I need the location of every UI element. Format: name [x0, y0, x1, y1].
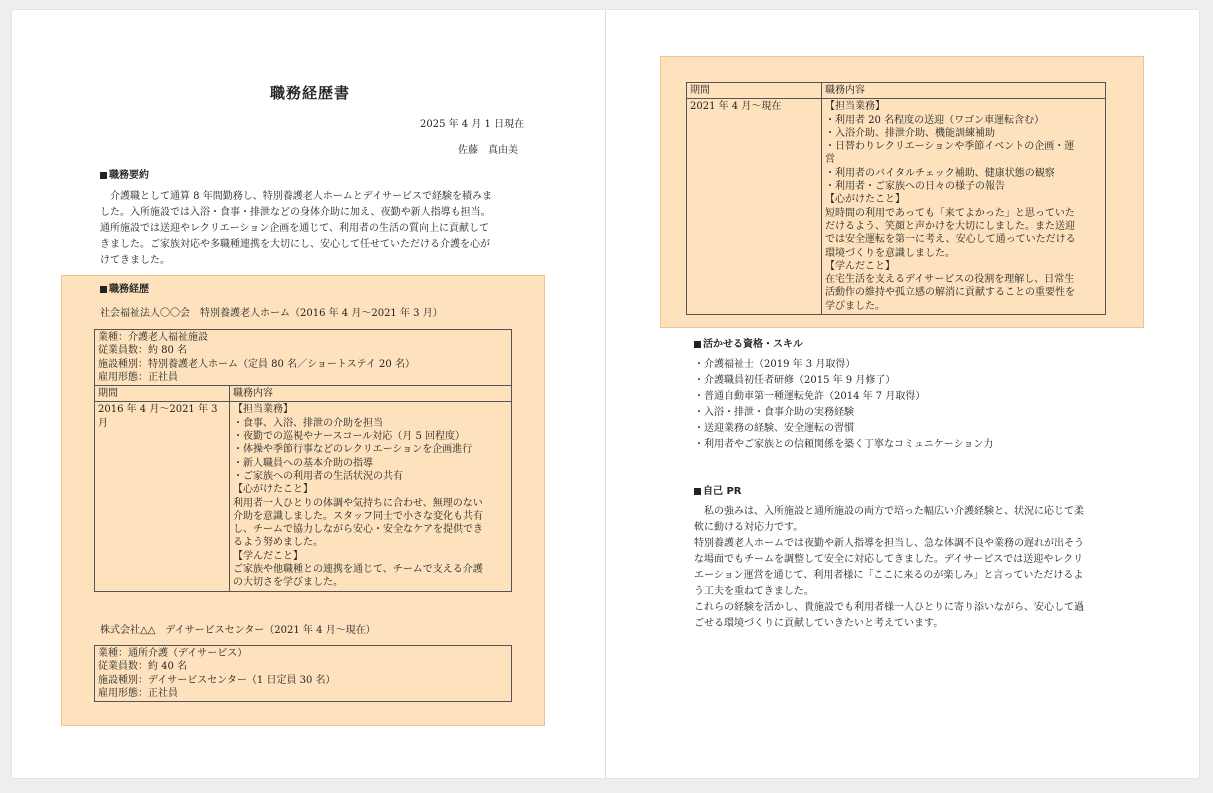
skills-list	[694, 357, 1134, 453]
duty-line: ・入浴介助、排泄介助、機能訓練補助	[825, 127, 995, 139]
document-date: 2025 年 4 月 1 日現在	[420, 119, 525, 130]
summary-line: 介護職として通算 8 年間勤務し、特別養護老人ホームとデイサービスで経験を積みま	[100, 191, 493, 202]
table-row	[687, 99, 1106, 315]
duty-line: 【担当業務】	[233, 404, 293, 416]
job2-company: 株式会社△△ デイサービスセンター（2021 年 4 月～現在）	[100, 625, 376, 636]
list-item: ・利用者やご家族との信頼関係を築く丁寧なコミュニケーション力	[694, 439, 994, 450]
job2-period: 2021 年 4 月～現在	[687, 99, 822, 315]
history-heading	[100, 280, 149, 295]
info-line: 従業員数：約 80 名	[98, 345, 188, 357]
job2-duties-table	[686, 82, 1106, 315]
skills-heading	[694, 335, 803, 350]
table-header-row	[687, 83, 1106, 99]
duty-line: 学びました。	[825, 300, 885, 312]
duty-line: 【担当業務】	[825, 101, 885, 113]
table-row	[95, 402, 512, 591]
job1-period: 2016 年 4 月～2021 年 3 月	[95, 402, 230, 591]
table-header-row	[95, 386, 512, 402]
summary-line: した。入所施設では入浴・食事・排泄などの身体介助に加え、夜勤や新人指導も担当。	[100, 207, 491, 218]
duty-line: 【心がけたこと】	[825, 194, 905, 206]
info-line: 業種：通所介護（デイサービス）	[98, 648, 248, 659]
duty-line: 利用者一人ひとりの体調や気持ちに合わせ、無理のない	[233, 497, 483, 509]
duty-line: ・利用者 20 名程度の送迎（ワゴン車運転含む）	[825, 114, 1045, 126]
duty-line: 【学んだこと】	[825, 260, 895, 272]
duty-line: 介助を意識しました。スタッフ同士で小さな変化も共有	[233, 510, 483, 522]
duty-line: るよう努めました。	[233, 537, 323, 549]
page-2	[606, 10, 1199, 778]
duty-line: ・食事、入浴、排泄の介助を担当	[233, 417, 383, 429]
duty-line: の大切さを学びました。	[233, 577, 343, 589]
pr-line: ごせる環境づくりに貢献していきたいと考えています。	[694, 618, 944, 629]
summary-line: けてきました。	[100, 255, 170, 266]
col-duties-header: 職務内容	[230, 386, 512, 402]
pr-line: 私の強みは、入所施設と通所施設の両方で培った幅広い介護経験と、状況に応じて柔	[694, 506, 1084, 517]
info-line: 施設種別：デイサービスセンター（1 日定員 30 名）	[98, 674, 336, 686]
pr-line: 特別養護老人ホームでは夜勤や新人指導を担当し、急な体調不良や業務の遅れが出そう	[694, 538, 1084, 549]
list-item: ・普通自動車第一種運転免許（2014 年 7 月取得）	[694, 391, 926, 402]
summary-heading	[100, 166, 149, 181]
duty-line: ご家族や他職種との連携を通じて、チームで支える介護	[233, 564, 483, 576]
job1-duties	[230, 402, 512, 591]
list-item: ・送迎業務の経験、安全運転の習慣	[694, 423, 854, 434]
summary-text	[100, 189, 540, 269]
job2-info-table	[94, 645, 512, 702]
document-title: 職務経歴書	[270, 84, 351, 102]
pr-line: エーション運営を通じて、利用者様に「ここに来るのが楽しみ」と言っていただけるよ	[694, 570, 1084, 581]
duty-line: 環境づくりを意識しました。	[825, 247, 955, 259]
duty-line: ・体操や季節行事などのレクリエーションを企画進行	[233, 444, 473, 456]
info-line: 雇用形態：正社員	[98, 371, 178, 383]
list-item: ・介護福祉士（2019 年 3 月取得）	[694, 359, 856, 370]
info-line: 従業員数：約 40 名	[98, 661, 188, 673]
duty-line: ・ご家族への利用者の生活状況の共有	[233, 470, 403, 482]
pr-heading-text: 自己 PR	[703, 486, 742, 497]
duty-line: し、チームで協力しながら安心・安全なケアを提供でき	[233, 524, 483, 536]
duty-line: ・日替わりレクリエーションや季節イベントの企画・運	[825, 141, 1075, 153]
table-row	[95, 646, 512, 702]
col-period-header: 期間	[95, 386, 230, 402]
col-period-header: 期間	[687, 83, 822, 99]
summary-line: 通所施設では送迎やレクリエーション企画を通じて、利用者の生活の質向上に貢献して	[100, 223, 489, 234]
table-row	[95, 330, 512, 386]
pr-line: 軟に動ける対応力です。	[694, 522, 804, 533]
duty-line: 活動作の維持や孤立感の解消に貢献することの重要性を	[825, 287, 1075, 299]
square-bullet-icon	[100, 286, 107, 293]
info-line: 業種：介護老人福祉施設	[98, 332, 208, 343]
author-name: 佐藤 真由美	[458, 145, 518, 156]
summary-heading-text: 職務要約	[109, 170, 149, 181]
duty-line: ・夜勤での巡視やナースコール対応（月 5 回程度）	[233, 431, 466, 443]
pr-line: これらの経験を活かし、貴施設でも利用者様一人ひとりに寄り添いながら、安心して過	[694, 602, 1084, 613]
duty-line: 【心がけたこと】	[233, 484, 313, 496]
info-line: 雇用形態：正社員	[98, 687, 178, 699]
duty-line: 在宅生活を支えるデイサービスの役割を理解し、日常生	[825, 274, 1075, 286]
history-heading-text: 職務経歴	[109, 284, 149, 295]
job2-info-cell	[95, 646, 512, 702]
pr-line: な場面でもチームを調整して安全に対応してきました。デイサービスでは送迎やレクリ	[694, 554, 1084, 565]
duty-line: ・新人職員への基本介助の指導	[233, 457, 373, 469]
duty-line: ・利用者のバイタルチェック補助、健康状態の観察	[825, 167, 1055, 179]
pr-heading	[694, 482, 742, 497]
square-bullet-icon	[694, 341, 701, 348]
duty-line: ・利用者・ご家族への日々の様子の報告	[825, 181, 1005, 193]
duty-line: 短時間の利用であっても「来てよかった」と思っていた	[825, 207, 1075, 219]
list-item: ・入浴・排泄・食事介助の実務経験	[694, 407, 854, 418]
page-1	[12, 10, 605, 778]
square-bullet-icon	[694, 488, 701, 495]
square-bullet-icon	[100, 172, 107, 179]
pr-line: う工夫を重ねてきました。	[694, 586, 814, 597]
duty-line: 営	[825, 154, 835, 166]
job2-duties	[822, 99, 1106, 315]
col-duties-header: 職務内容	[822, 83, 1106, 99]
list-item: ・介護職員初任者研修（2015 年 9 月修了）	[694, 375, 896, 386]
info-line: 施設種別：特別養護老人ホーム（定員 80 名／ショートステイ 20 名）	[98, 358, 415, 370]
duty-line: では安全運転を第一に考え、安心して通っていただける	[825, 234, 1076, 246]
summary-line: きました。ご家族対応や多職種連携を大切にし、安心して任せていただける介護を心が	[100, 239, 490, 250]
pr-text	[694, 504, 1134, 632]
duty-line: 【学んだこと】	[233, 550, 303, 562]
job1-table	[94, 329, 512, 592]
job1-info-cell	[95, 330, 512, 386]
duty-line: だけるよう、笑顔と声かけを大切にしました。また送迎	[825, 220, 1075, 232]
skills-heading-text: 活かせる資格・スキル	[703, 339, 803, 350]
job1-company: 社会福祉法人〇〇会 特別養護老人ホーム（2016 年 4 月～2021 年 3 月）	[100, 308, 443, 319]
